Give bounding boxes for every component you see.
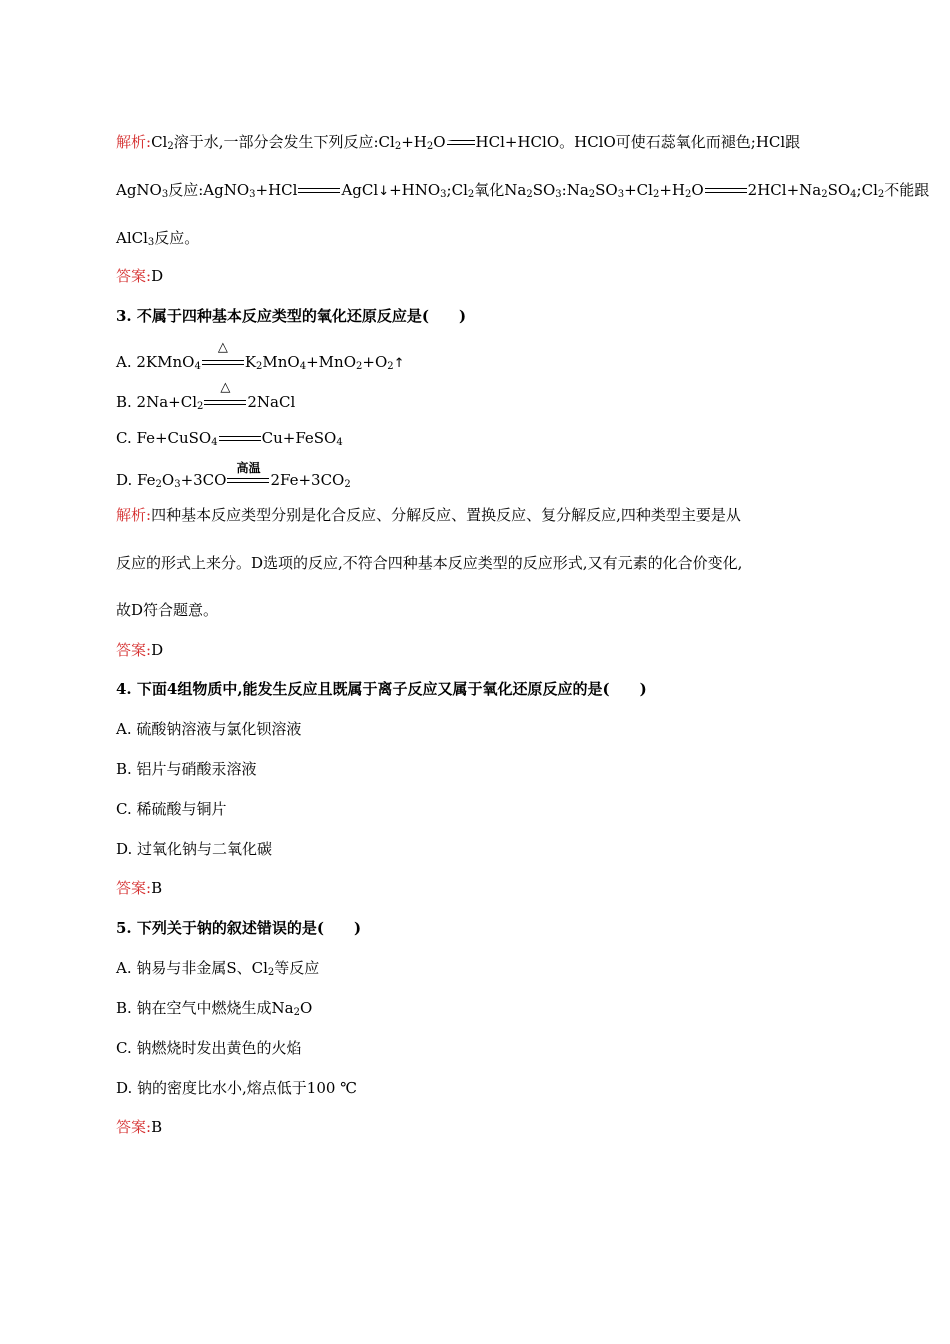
equals-sign-icon	[219, 435, 261, 443]
analysis-line-2: AgNO$_3$反应:AgNO$_3$+HCl $AgCl↓+HNO_3;Cl_2$氧化$Na_2SO_3:Na_2SO_3+Cl_2+H_2O$ $2HCl+Na_2SO_4;Cl_2$不能跟	[116, 181, 930, 200]
q3-answer: 答案:D	[116, 641, 164, 659]
q4-option-a: A. 硫酸钠溶液与氯化钡溶液	[116, 720, 302, 738]
answer-label: 答案:	[116, 1118, 152, 1136]
q5-option-b: B. 钠在空气中燃烧生成$Na_2O$	[116, 999, 313, 1018]
high-temperature-condition: 高温	[236, 461, 261, 475]
q3-option-c: C. Fe+CuSO$_4$ Cu+FeSO$_4$	[116, 429, 343, 448]
reversible-arrow-icon	[447, 139, 475, 147]
heat-condition-icon: △	[220, 380, 231, 395]
q3-analysis-line-1: 解析:四种基本反应类型分别是化合反应、分解反应、置换反应、复分解反应,四种类型主要是从	[116, 506, 741, 524]
answer-label: 答案:	[116, 267, 152, 285]
q3-option-d: D. $Fe_2O_3+3CO$ 高温 $2Fe+3CO_2$	[116, 461, 351, 490]
q5-answer: 答案:B	[116, 1118, 163, 1136]
analysis-line-1: 解析$:Cl_2$溶于水,一部分会发生下列反应$:Cl_2+H_2O$ HCl+HClO。HClO可使石蕊氧化而褪色;HCl跟	[116, 133, 801, 152]
analysis-label: 解析:	[116, 506, 152, 524]
answer-label: 答案:	[116, 879, 152, 897]
q5-option-a: A. 钠易与非金属S、$Cl_2$等反应	[116, 959, 320, 978]
equals-sign-icon	[202, 340, 244, 367]
question-3-stem: 3. 不属于四种基本反应类型的氧化还原反应是( )	[116, 307, 467, 325]
equals-sign-icon	[705, 187, 747, 195]
q3-analysis-line-3: 故D符合题意。	[116, 601, 219, 619]
q4-option-c: C. 稀硫酸与铜片	[116, 800, 227, 818]
q4-answer: 答案:B	[116, 879, 163, 897]
q3-analysis-line-2: 反应的形式上来分。D选项的反应,不符合四种基本反应类型的反应形式,又有元素的化合价变化,	[116, 554, 743, 572]
equals-sign-icon	[298, 187, 340, 195]
q3-option-a: A. 2KMnO$_4$ △ $K_2MnO_4+MnO_2+O_2↑$	[116, 340, 405, 372]
q4-option-d: D. 过氧化钠与二氧化碳	[116, 840, 273, 858]
analysis-label: 解析:	[116, 133, 152, 151]
gas-arrow-icon: ↑	[393, 356, 405, 371]
precipitate-arrow-icon: ↓	[378, 184, 390, 199]
answer-line-1: 答案:D	[116, 267, 164, 285]
analysis-line-3: AlCl$_3$反应。	[116, 229, 200, 248]
question-4-stem: 4. 下面4组物质中,能发生反应且既属于离子反应又属于氧化还原反应的是( )	[116, 680, 647, 698]
q3-option-b: B. $2Na+Cl_2$ △ 2NaCl	[116, 380, 296, 412]
q5-option-c: C. 钠燃烧时发出黄色的火焰	[116, 1039, 302, 1057]
q5-option-d: D. 钠的密度比水小,熔点低于100 ℃	[116, 1079, 357, 1097]
q4-option-b: B. 铝片与硝酸汞溶液	[116, 760, 257, 778]
equals-sign-icon	[204, 380, 246, 407]
answer-label: 答案:	[116, 641, 152, 659]
heat-condition-icon: △	[217, 340, 228, 355]
equals-sign-icon	[227, 461, 269, 485]
question-5-stem: 5. 下列关于钠的叙述错误的是( )	[116, 919, 362, 937]
